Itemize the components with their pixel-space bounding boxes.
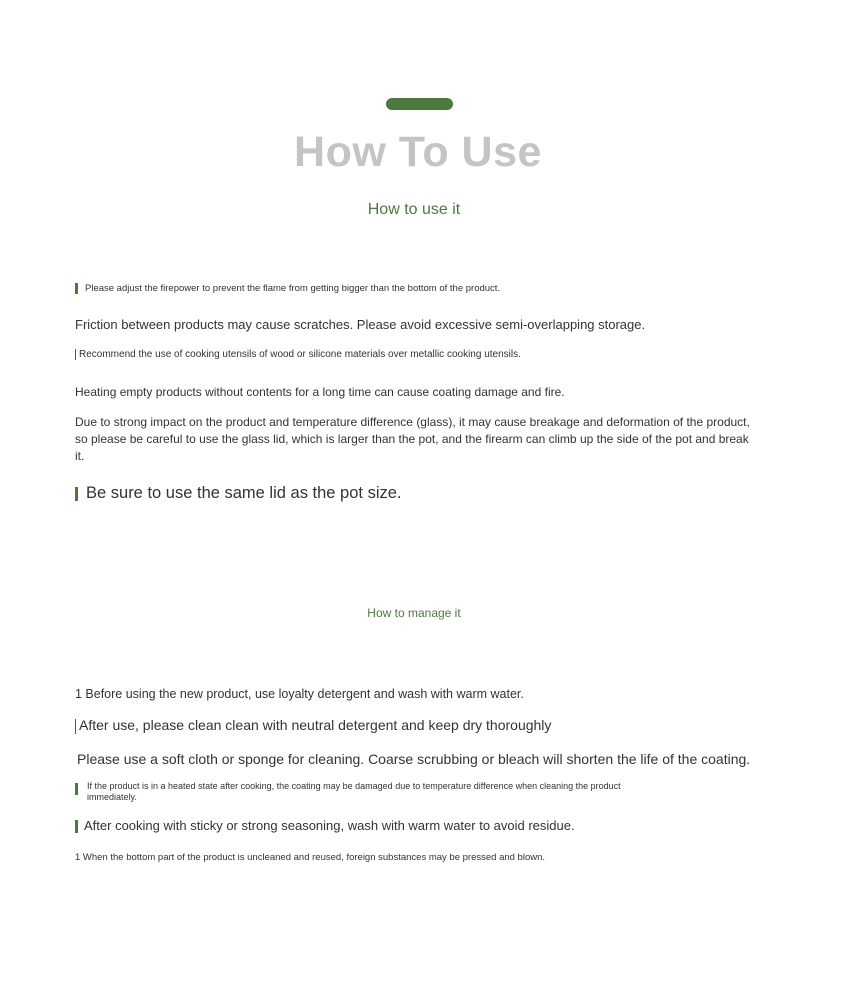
bullet-mark bbox=[75, 349, 76, 360]
usage-item-1 bbox=[75, 282, 500, 296]
bullet-mark bbox=[75, 487, 78, 501]
usage-item-6-text: Be sure to use the same lid as the pot size. bbox=[86, 484, 402, 502]
manage-item-4-text: If the product is in a heated state after cooking, the coating may be damaged due to temperature difference when cleaning the product immediately. bbox=[87, 781, 621, 802]
manage-item-2 bbox=[75, 716, 551, 735]
manage-item-5 bbox=[75, 817, 575, 835]
bullet-mark bbox=[75, 719, 76, 734]
manage-item-3 bbox=[77, 750, 750, 769]
usage-item-6 bbox=[75, 482, 402, 504]
manage-item-5-text: After cooking with sticky or strong seasoning, wash with warm water to avoid residue. bbox=[84, 818, 575, 833]
manage-item-6-text: 1 When the bottom part of the product is uncleaned and reused, foreign substances may be pressed and blown. bbox=[75, 852, 546, 863]
manage-item-1 bbox=[75, 686, 524, 703]
bullet-mark bbox=[75, 820, 78, 833]
manage-item-2-text: After use, please clean clean with neutral detergent and keep dry thoroughly bbox=[79, 717, 552, 733]
manage-item-6 bbox=[75, 851, 545, 864]
usage-item-5 bbox=[75, 414, 760, 465]
page-title: How To Use bbox=[294, 128, 542, 176]
usage-item-4-text: Heating empty products without contents for a long time can cause coating damage and fire. bbox=[75, 385, 565, 399]
usage-item-2 bbox=[75, 316, 645, 333]
usage-item-4 bbox=[75, 384, 565, 400]
usage-item-3 bbox=[75, 348, 521, 362]
usage-item-3-text: Recommend the use of cooking utensils of wood or silicone materials over metallic cooking utensils. bbox=[79, 349, 521, 360]
manage-item-3-text: Please use a soft cloth or sponge for cleaning. Coarse scrubbing or bleach will shorten the life of the coating. bbox=[77, 751, 751, 767]
usage-item-5-text: Due to strong impact on the product and temperature difference (glass), it may cause breakage and deformation of the product, so please be careful to use the glass lid, which is larger than the pot, and the firearm can climb up the side of the pot and break it. bbox=[75, 415, 750, 463]
usage-item-1-text: Please adjust the firepower to prevent the flame from getting bigger than the bottom of the product. bbox=[85, 283, 501, 294]
manage-item-4 bbox=[75, 781, 675, 803]
bullet-mark bbox=[75, 283, 78, 294]
bullet-mark bbox=[75, 783, 78, 795]
accent-bar bbox=[386, 98, 453, 110]
manage-item-1-text: 1 Before using the new product, use loyalty detergent and wash with warm water. bbox=[75, 687, 524, 701]
section-heading-manage: How to manage it bbox=[367, 606, 461, 620]
section-heading-use: How to use it bbox=[367, 201, 461, 218]
usage-item-2-text: Friction between products may cause scratches. Please avoid excessive semi-overlapping storage. bbox=[75, 317, 646, 332]
